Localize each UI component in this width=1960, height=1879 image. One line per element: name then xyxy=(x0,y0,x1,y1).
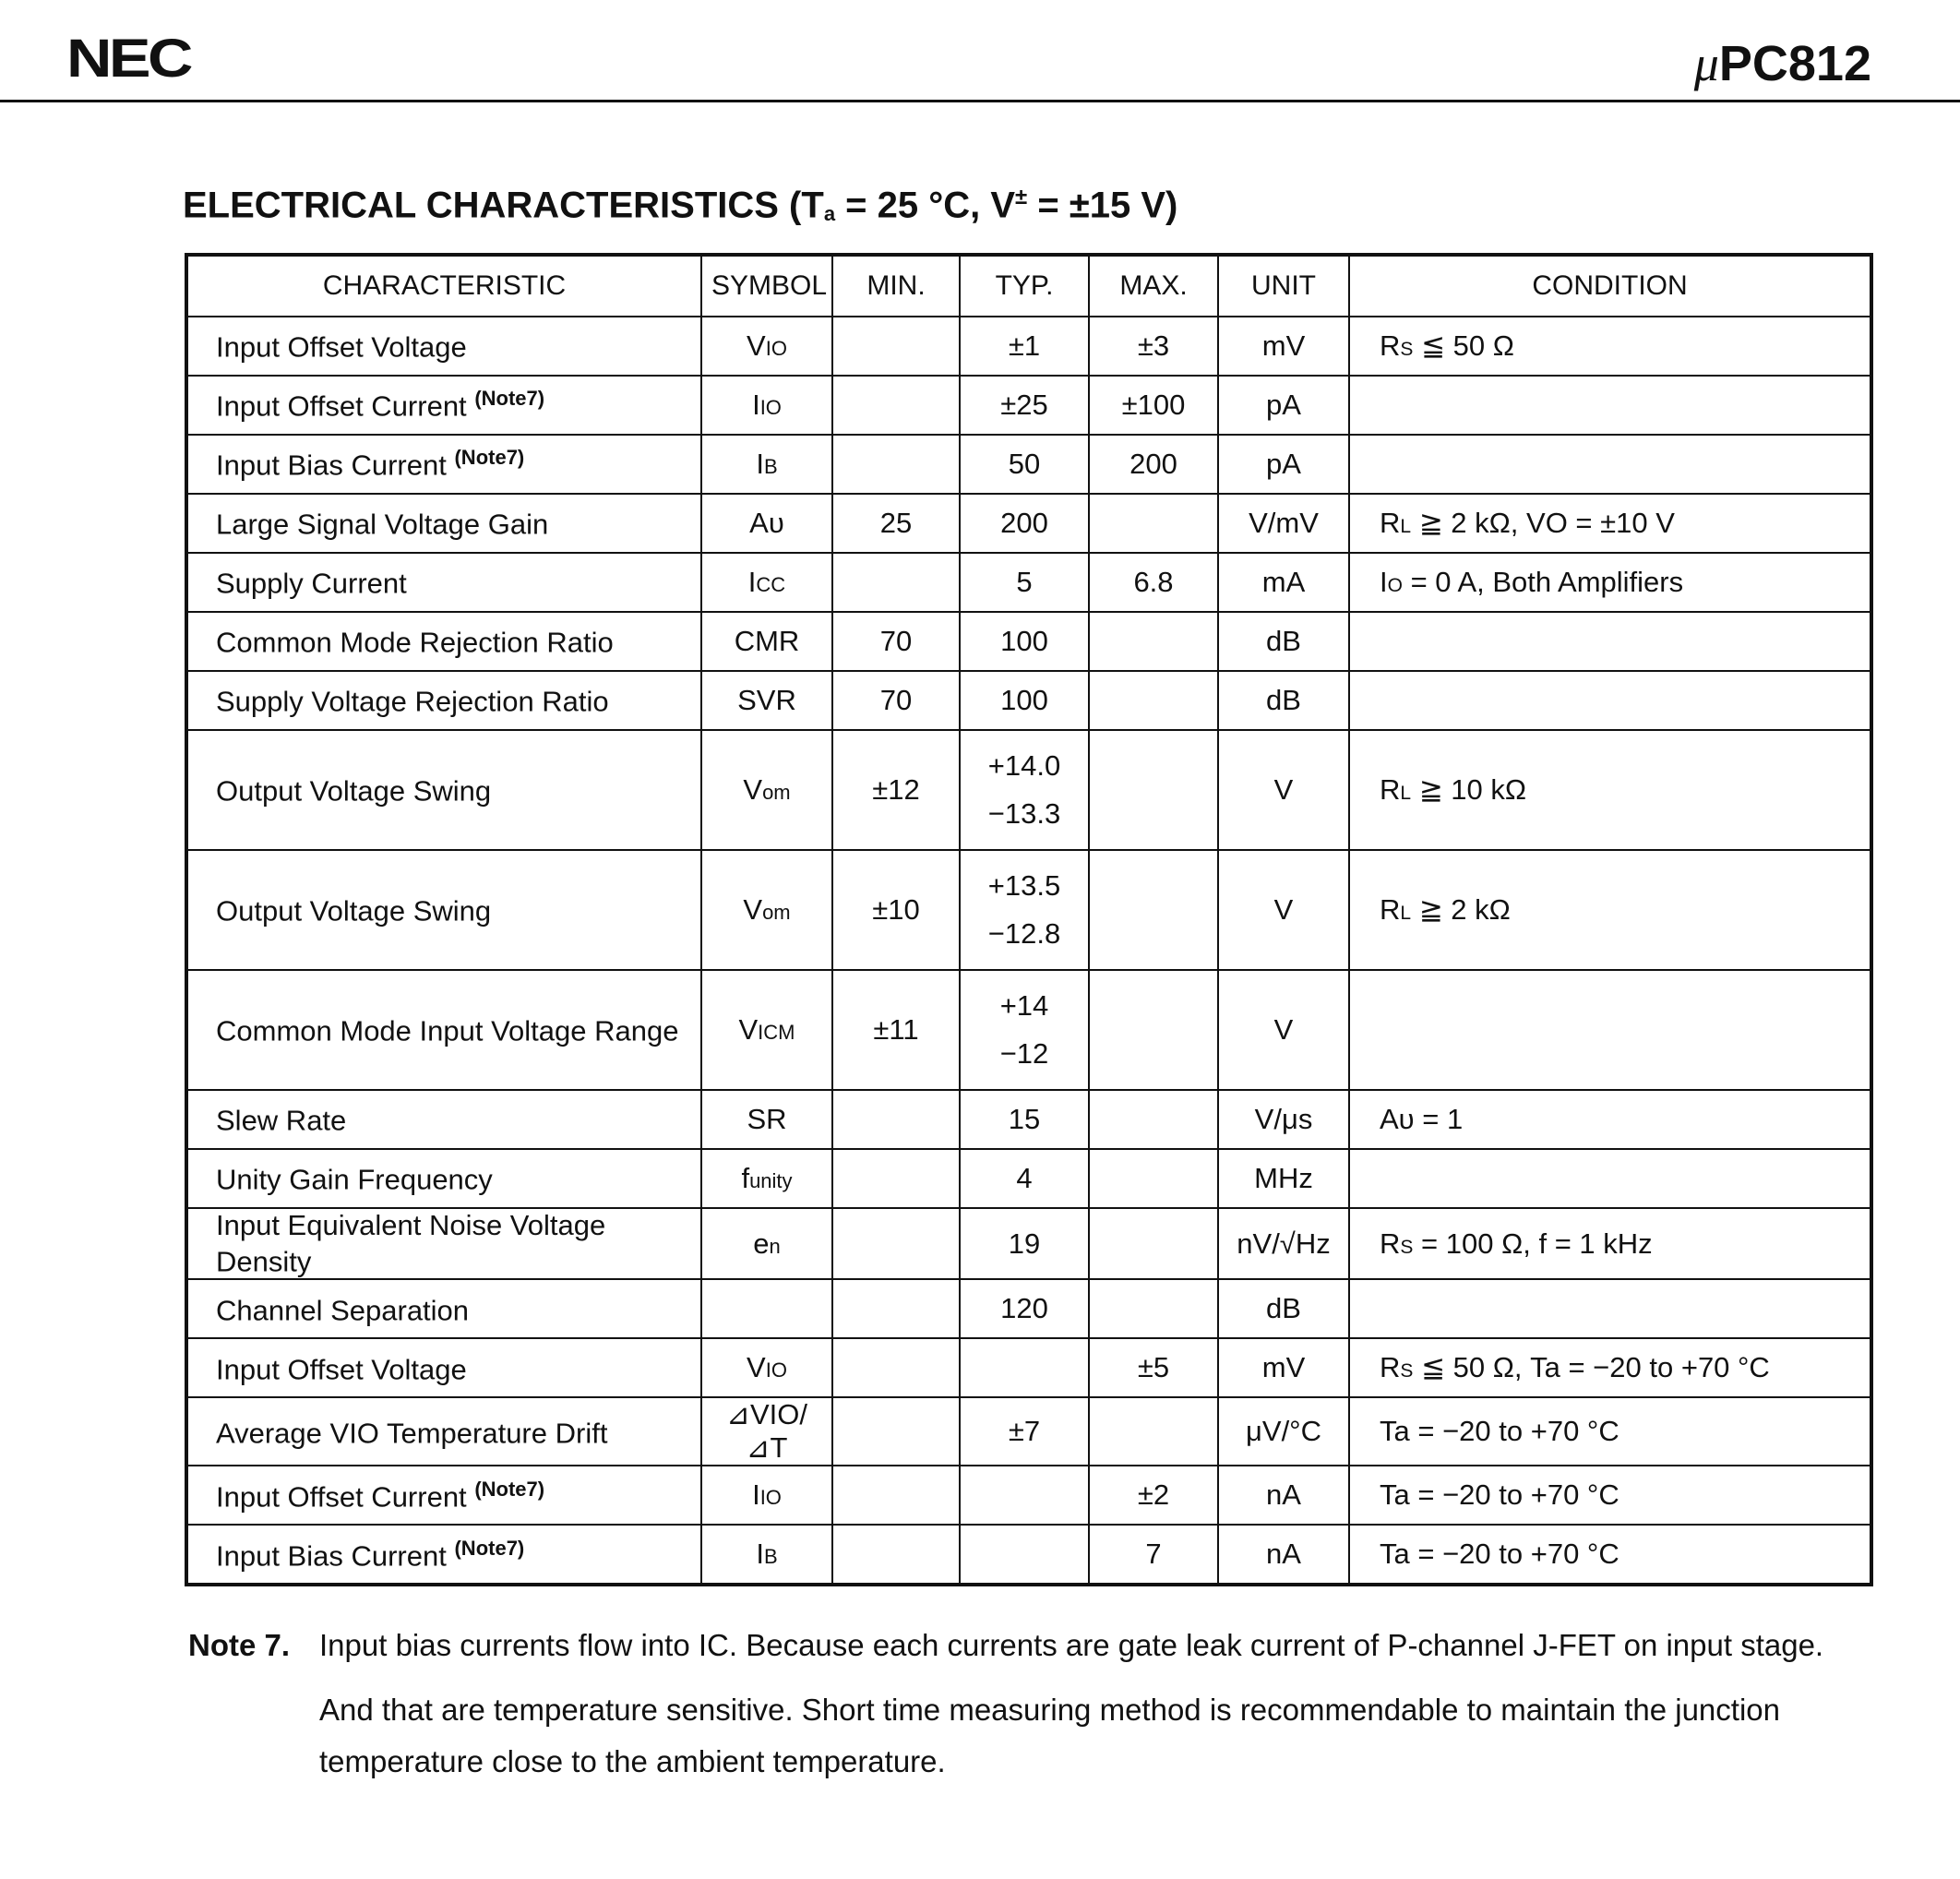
cell-max xyxy=(1089,1090,1218,1149)
symbol-main: I xyxy=(756,1538,764,1571)
header-rule xyxy=(0,100,1960,102)
cell-max xyxy=(1089,671,1218,730)
cell-typ xyxy=(960,1466,1089,1525)
table-row xyxy=(186,671,1871,730)
cell-condition xyxy=(1349,317,1871,376)
note-reference: (Note7) xyxy=(474,387,545,411)
cell-characteristic xyxy=(186,1208,701,1279)
section-title xyxy=(183,185,1177,226)
symbol-subscript: IO xyxy=(759,396,782,419)
cell-max: 7 xyxy=(1089,1525,1218,1585)
table-row xyxy=(186,730,1871,850)
cell-unit: mA xyxy=(1218,553,1349,612)
cell-min xyxy=(832,1525,960,1585)
condition-a: Ta = −20 to +70 °C xyxy=(1380,1478,1619,1512)
table-row xyxy=(186,850,1871,970)
cell-unit: V/mV xyxy=(1218,494,1349,553)
note-reference: (Note7) xyxy=(474,1477,545,1501)
header-min: MIN. xyxy=(832,255,960,317)
cell-condition xyxy=(1349,1466,1871,1525)
condition-subscript: S xyxy=(1400,1360,1414,1382)
table-row xyxy=(186,317,1871,376)
cell-characteristic xyxy=(186,317,701,376)
symbol-main: e xyxy=(753,1227,770,1260)
cell-characteristic xyxy=(186,1090,701,1149)
cell-characteristic xyxy=(186,730,701,850)
table-row xyxy=(186,435,1871,494)
symbol-subscript: IO xyxy=(759,1486,782,1510)
cell-characteristic xyxy=(186,376,701,435)
cell-symbol xyxy=(701,1338,832,1397)
cell-min: ±12 xyxy=(832,730,960,850)
cell-typ xyxy=(960,1208,1089,1279)
cell-condition xyxy=(1349,1149,1871,1208)
electrical-characteristics-table xyxy=(185,253,1873,1586)
cell-min xyxy=(832,1397,960,1466)
cell-characteristic xyxy=(186,671,701,730)
cell-symbol xyxy=(701,730,832,850)
characteristic-text: Input Offset Current xyxy=(216,1479,467,1513)
cell-condition xyxy=(1349,1208,1871,1279)
nec-logo: NEC xyxy=(66,29,190,89)
cell-typ xyxy=(960,376,1089,435)
cell-condition xyxy=(1349,671,1871,730)
cell-unit: dB xyxy=(1218,671,1349,730)
symbol-subscript: n xyxy=(769,1234,781,1258)
cell-characteristic xyxy=(186,553,701,612)
symbol-main: I xyxy=(756,448,764,480)
cell-typ xyxy=(960,317,1089,376)
cell-condition xyxy=(1349,435,1871,494)
cell-symbol xyxy=(701,435,832,494)
header-condition: CONDITION xyxy=(1349,255,1871,317)
cell-max: ±3 xyxy=(1089,317,1218,376)
characteristic-text: Output Voltage Swing xyxy=(216,894,492,928)
cell-characteristic xyxy=(186,435,701,494)
cell-min xyxy=(832,1279,960,1338)
characteristic-text: Common Mode Input Voltage Range xyxy=(216,1014,679,1047)
cell-condition xyxy=(1349,494,1871,553)
cell-typ xyxy=(960,1149,1089,1208)
cell-condition xyxy=(1349,850,1871,970)
cell-characteristic xyxy=(186,494,701,553)
cell-typ xyxy=(960,730,1089,850)
cell-symbol xyxy=(701,850,832,970)
characteristic-text: Output Voltage Swing xyxy=(216,774,492,808)
characteristic-text: Large Signal Voltage Gain xyxy=(216,508,549,541)
header-symbol: SYMBOL xyxy=(701,255,832,317)
cell-unit: mV xyxy=(1218,1338,1349,1397)
symbol-subscript: om xyxy=(762,781,791,804)
cell-characteristic xyxy=(186,1279,701,1338)
condition-a: R xyxy=(1380,1227,1401,1260)
symbol-main: I xyxy=(752,389,760,421)
table-row xyxy=(186,612,1871,671)
cell-min: ±11 xyxy=(832,970,960,1090)
symbol-main: I xyxy=(747,566,757,598)
typ-value: 120 xyxy=(1000,1292,1048,1325)
symbol-subscript: CC xyxy=(756,573,786,596)
characteristic-text: Unity Gain Frequency xyxy=(216,1163,493,1196)
cell-typ xyxy=(960,1279,1089,1338)
cell-symbol xyxy=(701,1208,832,1279)
cell-symbol xyxy=(701,376,832,435)
cell-max xyxy=(1089,494,1218,553)
symbol-main: CMR xyxy=(734,625,800,657)
cell-symbol xyxy=(701,1525,832,1585)
symbol-main: SR xyxy=(747,1103,787,1135)
part-number-suffix: PC812 xyxy=(1718,36,1871,91)
cell-max: ±5 xyxy=(1089,1338,1218,1397)
cell-min: 70 xyxy=(832,612,960,671)
cell-unit: nA xyxy=(1218,1466,1349,1525)
typ-value-2: −12 xyxy=(999,1037,1049,1070)
notes-section xyxy=(188,1620,1877,1801)
symbol-main: f xyxy=(741,1162,750,1194)
cell-typ xyxy=(960,850,1089,970)
cell-unit: mV xyxy=(1218,317,1349,376)
typ-value: 5 xyxy=(1016,566,1033,598)
characteristic-text: Input Bias Current xyxy=(216,449,447,482)
typ-value: ±25 xyxy=(1000,389,1048,421)
cell-characteristic xyxy=(186,1338,701,1397)
cell-typ xyxy=(960,1397,1089,1466)
symbol-main: I xyxy=(752,1478,760,1512)
characteristic-text: Channel Separation xyxy=(216,1293,470,1326)
cell-typ xyxy=(960,970,1089,1090)
header-max: MAX. xyxy=(1089,255,1218,317)
cell-characteristic xyxy=(186,1466,701,1525)
symbol-main: V xyxy=(747,329,766,362)
cell-unit: nV/√Hz xyxy=(1218,1208,1349,1279)
symbol-subscript: B xyxy=(763,455,778,478)
table-row xyxy=(186,1208,1871,1279)
header-typ: TYP. xyxy=(960,255,1089,317)
cell-symbol xyxy=(701,671,832,730)
header-unit: UNIT xyxy=(1218,255,1349,317)
cell-unit: dB xyxy=(1218,1279,1349,1338)
cell-typ xyxy=(960,1090,1089,1149)
table-row xyxy=(186,1397,1871,1466)
condition-a: Aυ = 1 xyxy=(1380,1103,1464,1135)
symbol-main: V xyxy=(747,1351,766,1384)
cell-symbol xyxy=(701,1149,832,1208)
characteristic-text: Supply Current xyxy=(216,567,407,600)
cell-min xyxy=(832,1466,960,1525)
part-number xyxy=(1694,35,1871,92)
cell-condition xyxy=(1349,730,1871,850)
cell-unit: MHz xyxy=(1218,1149,1349,1208)
typ-value: 50 xyxy=(1008,448,1041,480)
condition-a: Ta = −20 to +70 °C xyxy=(1380,1538,1619,1571)
cell-min: ±10 xyxy=(832,850,960,970)
symbol-subscript: IO xyxy=(765,337,787,360)
characteristic-text: Slew Rate xyxy=(216,1104,347,1137)
characteristic-text: Input Offset Voltage xyxy=(216,1352,467,1385)
cell-characteristic xyxy=(186,1525,701,1585)
cell-unit: pA xyxy=(1218,376,1349,435)
cell-min xyxy=(832,317,960,376)
typ-value: 4 xyxy=(1016,1162,1033,1194)
cell-symbol xyxy=(701,612,832,671)
typ-value: 200 xyxy=(1000,507,1048,539)
cell-condition xyxy=(1349,376,1871,435)
condition-a: R xyxy=(1380,329,1401,362)
table-row xyxy=(186,494,1871,553)
cell-unit: V xyxy=(1218,850,1349,970)
cell-characteristic xyxy=(186,850,701,970)
cell-min xyxy=(832,1149,960,1208)
symbol-main: ⊿VIO/⊿T xyxy=(726,1398,807,1465)
condition-a: R xyxy=(1380,1351,1401,1384)
note-reference: (Note7) xyxy=(454,446,525,470)
table-row xyxy=(186,1279,1871,1338)
condition-subscript: L xyxy=(1400,516,1412,537)
symbol-main: V xyxy=(738,1013,759,1046)
cell-unit: V xyxy=(1218,970,1349,1090)
symbol-subscript: om xyxy=(762,901,791,924)
cell-max: ±2 xyxy=(1089,1466,1218,1525)
typ-value: 100 xyxy=(1000,625,1048,657)
cell-max xyxy=(1089,1279,1218,1338)
cell-condition xyxy=(1349,1090,1871,1149)
typ-value: 19 xyxy=(1008,1227,1041,1260)
cell-min xyxy=(832,553,960,612)
condition-b: ≦ 50 Ω, Ta = −20 to +70 °C xyxy=(1413,1351,1770,1384)
condition-subscript: L xyxy=(1400,903,1412,924)
condition-subscript: O xyxy=(1387,575,1403,596)
section-title-sup: ± xyxy=(1015,185,1028,209)
cell-symbol xyxy=(701,494,832,553)
cell-max xyxy=(1089,612,1218,671)
cell-min: 25 xyxy=(832,494,960,553)
condition-b: ≧ 2 kΩ xyxy=(1411,893,1511,926)
characteristic-text: Input Equivalent Noise Voltage Density xyxy=(216,1209,606,1278)
cell-max: 6.8 xyxy=(1089,553,1218,612)
note-paragraph-2: And that are temperature sensitive. Short time measuring method is recommendable to maintain the junction temperature close to the ambient temperature. xyxy=(319,1693,1780,1778)
condition-b: ≧ 2 kΩ, VO = ±10 V xyxy=(1411,507,1675,539)
cell-condition xyxy=(1349,1397,1871,1466)
cell-typ xyxy=(960,1338,1089,1397)
condition-a: R xyxy=(1380,507,1401,539)
cell-symbol xyxy=(701,1090,832,1149)
cell-condition xyxy=(1349,1279,1871,1338)
condition-subscript: L xyxy=(1400,783,1412,804)
cell-typ xyxy=(960,435,1089,494)
symbol-main: V xyxy=(743,773,763,806)
cell-unit: dB xyxy=(1218,612,1349,671)
typ-value: ±7 xyxy=(1008,1415,1041,1448)
section-title-end: = ±15 V) xyxy=(1027,185,1178,226)
cell-condition xyxy=(1349,1338,1871,1397)
characteristic-text: Input Offset Voltage xyxy=(216,330,467,364)
cell-symbol xyxy=(701,1397,832,1466)
symbol-subscript: unity xyxy=(749,1169,793,1192)
cell-max xyxy=(1089,730,1218,850)
condition-a: Ta = −20 to +70 °C xyxy=(1380,1415,1619,1448)
condition-a: R xyxy=(1380,773,1401,806)
cell-unit: pA xyxy=(1218,435,1349,494)
section-title-sub: a xyxy=(823,202,836,226)
cell-max xyxy=(1089,970,1218,1090)
characteristic-text: Supply Voltage Rejection Ratio xyxy=(216,685,609,718)
symbol-main: Aυ xyxy=(749,507,784,539)
cell-characteristic xyxy=(186,970,701,1090)
condition-subscript: S xyxy=(1400,1236,1414,1258)
cell-condition xyxy=(1349,612,1871,671)
cell-max: ±100 xyxy=(1089,376,1218,435)
cell-symbol xyxy=(701,1279,832,1338)
note-reference: (Note7) xyxy=(454,1536,525,1560)
symbol-main: SVR xyxy=(737,684,796,716)
note-paragraph-1: Input bias currents flow into IC. Because each currents are gate leak current of P-channel J-FET on input stage. xyxy=(319,1628,1824,1662)
cell-typ xyxy=(960,671,1089,730)
cell-unit: μV/°C xyxy=(1218,1397,1349,1466)
cell-unit: nA xyxy=(1218,1525,1349,1585)
table-row xyxy=(186,970,1871,1090)
characteristic-text: Average VIO Temperature Drift xyxy=(216,1416,608,1449)
cell-unit: V/μs xyxy=(1218,1090,1349,1149)
condition-subscript: S xyxy=(1400,339,1414,360)
cell-max xyxy=(1089,1397,1218,1466)
cell-typ xyxy=(960,1525,1089,1585)
cell-min xyxy=(832,376,960,435)
note-label: Note 7. xyxy=(188,1628,291,1662)
part-number-prefix: μ xyxy=(1693,36,1719,91)
typ-value-2: −13.3 xyxy=(987,797,1061,830)
cell-symbol xyxy=(701,970,832,1090)
cell-condition xyxy=(1349,553,1871,612)
condition-b: ≧ 10 kΩ xyxy=(1411,773,1527,806)
cell-max xyxy=(1089,850,1218,970)
condition-b: = 0 A, Both Amplifiers xyxy=(1402,566,1684,598)
characteristic-text: Input Bias Current xyxy=(216,1538,447,1572)
cell-max xyxy=(1089,1149,1218,1208)
table-header-row xyxy=(186,255,1871,317)
table-row xyxy=(186,1090,1871,1149)
table-row xyxy=(186,1525,1871,1585)
cell-min xyxy=(832,1208,960,1279)
cell-typ xyxy=(960,553,1089,612)
table-row xyxy=(186,376,1871,435)
cell-condition xyxy=(1349,1525,1871,1585)
symbol-subscript: B xyxy=(763,1545,778,1569)
cell-min xyxy=(832,1090,960,1149)
cell-symbol xyxy=(701,317,832,376)
cell-characteristic xyxy=(186,612,701,671)
section-title-main: ELECTRICAL CHARACTERISTICS (T xyxy=(183,185,824,226)
symbol-main: V xyxy=(743,893,763,926)
cell-characteristic xyxy=(186,1397,701,1466)
condition-b: ≦ 50 Ω xyxy=(1413,329,1514,362)
typ-value: +14 xyxy=(999,989,1049,1022)
cell-min xyxy=(832,1338,960,1397)
cell-typ xyxy=(960,494,1089,553)
typ-value-2: −12.8 xyxy=(987,917,1061,950)
typ-value: 100 xyxy=(1000,684,1048,716)
condition-a: R xyxy=(1380,893,1401,926)
symbol-subscript: IO xyxy=(765,1358,787,1382)
table-row xyxy=(186,1338,1871,1397)
table-row xyxy=(186,1466,1871,1525)
condition-a: I xyxy=(1380,566,1388,598)
cell-typ xyxy=(960,612,1089,671)
cell-min: 70 xyxy=(832,671,960,730)
typ-value: ±1 xyxy=(1008,329,1041,362)
cell-characteristic xyxy=(186,1149,701,1208)
section-title-mid: = 25 °C, V xyxy=(835,185,1016,226)
table-row xyxy=(186,553,1871,612)
typ-value: +14.0 xyxy=(987,749,1061,782)
table-row xyxy=(186,1149,1871,1208)
page-header xyxy=(0,0,1960,103)
cell-unit: V xyxy=(1218,730,1349,850)
characteristic-text: Input Offset Current xyxy=(216,389,467,423)
characteristic-text: Common Mode Rejection Ratio xyxy=(216,626,614,659)
typ-value: 15 xyxy=(1008,1103,1041,1135)
cell-condition xyxy=(1349,970,1871,1090)
cell-max: 200 xyxy=(1089,435,1218,494)
condition-b: = 100 Ω, f = 1 kHz xyxy=(1413,1227,1653,1260)
cell-symbol xyxy=(701,553,832,612)
header-characteristic: CHARACTERISTIC xyxy=(186,255,701,317)
cell-min xyxy=(832,435,960,494)
symbol-subscript: ICM xyxy=(758,1021,795,1044)
cell-symbol xyxy=(701,1466,832,1525)
cell-max xyxy=(1089,1208,1218,1279)
typ-value: +13.5 xyxy=(987,869,1061,902)
